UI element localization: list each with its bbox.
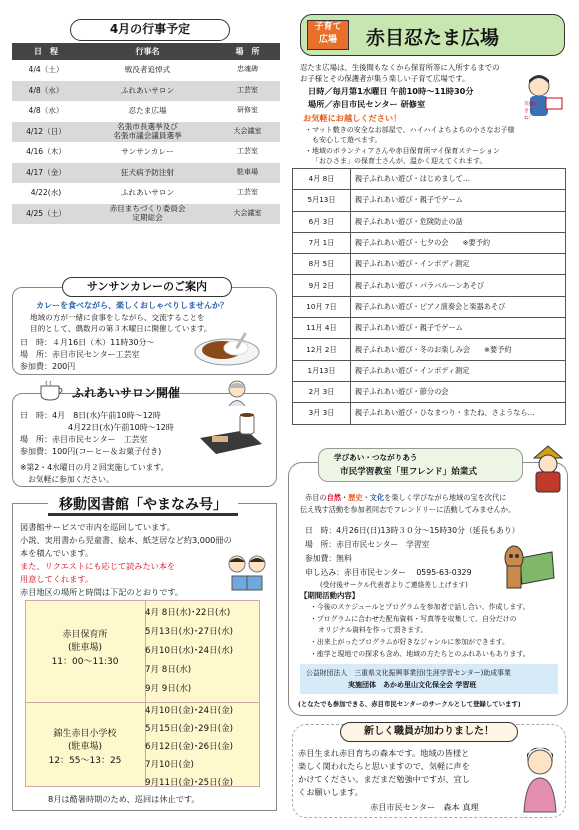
reading-kids-icon: [222, 552, 272, 594]
friend-plan-1: ・今後のスケジュールとプログラムを参加者で話し合い、作成します。: [310, 603, 530, 611]
curry-title: サンサンカレーのご案内: [62, 277, 232, 297]
schedule-date: 8月 5日: [293, 254, 351, 275]
friend-footer: (となたでも参加できる、赤目市民センターのサークルとして登録しています): [298, 700, 521, 708]
events-table-wrap: [12, 43, 280, 224]
schedule-row: [293, 275, 566, 296]
ninja-bullet-1b: も安心して遊べます。: [312, 136, 382, 144]
teacup-icon: [38, 380, 66, 402]
salon-date-1: 日 時：4月 8日(水)午前10時～12時: [20, 411, 161, 420]
events-cell-place: 工芸室: [215, 81, 280, 102]
ninja-schedule: [292, 168, 566, 425]
schedule-activity-cell: [351, 211, 566, 232]
friend-plan-2: ・プログラムに合わせた配布資料・写真等を収集して、自分だけの: [310, 615, 517, 623]
library-p4: また、リクエストにも応じて読みたい本を: [20, 561, 176, 571]
friend-desc-1g: を楽しく学びながら地域の宝を次代に: [384, 493, 507, 502]
schedule-activity: 親子ふれあい遊び・インボディ測定: [355, 365, 470, 375]
library-stop2-date: 6月12日(金)･26日(金): [145, 742, 234, 752]
events-row: [12, 122, 280, 143]
events-row: [12, 60, 280, 81]
library-stop2-date: 5月15日(金)･29日(金): [145, 724, 234, 734]
staff-line-4: くお願いします。: [298, 787, 363, 797]
haniwa-icon: [500, 540, 556, 590]
events-table: [12, 43, 280, 224]
events-cell-date: 4/22(水): [12, 183, 80, 204]
events-header-row: [12, 43, 280, 60]
schedule-row: [293, 318, 566, 339]
schedule-activity: 親子ふれあい遊び・パラバルーンあそび: [355, 280, 485, 290]
friend-desc-1: [305, 493, 506, 503]
schedule-activity: 親子ふれあい遊び・ピアノ演奏会と楽器あそび: [355, 301, 506, 311]
events-body: [12, 60, 280, 224]
ninja-badge: 子育て 広場: [307, 20, 349, 50]
staff-line-2: 楽しく関われたらと思いますので、気軽に声を: [298, 761, 470, 771]
schedule-row: [293, 296, 566, 317]
events-cell-name: サンサンカレー: [80, 142, 215, 163]
schedule-activity: 親子ふれあい遊び・親子でゲーム: [355, 195, 463, 205]
staff-title: 新しく職員が加わりました！: [340, 722, 518, 742]
schedule-date: 4月 8日: [293, 169, 351, 190]
events-cell-date: 4/12（日）: [12, 122, 80, 143]
schedule-activity: 親子ふれあい遊び・インボディ測定: [355, 259, 470, 269]
ninja-where: 場所／赤目市民センター 研修室: [308, 99, 426, 109]
schedule-reservation-note: ※要予約: [462, 238, 491, 248]
schedule-row: [293, 211, 566, 232]
library-stop1-date: 7月 8日(水): [145, 665, 192, 675]
curry-place: 場 所：赤目市民センター工芸室: [20, 350, 140, 359]
schedule-activity-cell: [351, 254, 566, 275]
events-cell-place: 忠魂碑: [215, 60, 280, 81]
events-row: [12, 183, 280, 204]
events-row: [12, 81, 280, 102]
salon-fee: 参加費：100円(コーヒー＆お菓子付き): [20, 447, 162, 456]
library-stop2-date: 9月11日(金)･25日(金): [145, 778, 234, 788]
friend-org-1: 公益財団法人 三重県文化振興事業団(生涯学習センター)助成事業: [306, 669, 511, 677]
ninja-intro-1: 忍たま広場は、生後間もなくから保育所等に入所するまでの: [300, 63, 500, 72]
library-stop1-time: 11：00～11:30: [51, 657, 119, 667]
schedule-date: 12月 2日: [293, 339, 351, 360]
friend-plan-title: 【期間活動内容】: [300, 591, 360, 600]
library-stop2-date: 7月10日(金): [145, 760, 194, 770]
schedule-activity-cell: [351, 169, 566, 190]
events-cell-place: 大会議室: [215, 122, 280, 143]
events-cell-date: 4/16（木）: [12, 142, 80, 163]
events-cell-name: 狂犬病予防注射: [80, 163, 215, 184]
schedule-activity-cell: [351, 190, 566, 211]
schedule-row: [293, 232, 566, 253]
schedule-activity-cell: [351, 381, 566, 402]
schedule-date: 2月 3日: [293, 381, 351, 402]
schedule-row: [293, 254, 566, 275]
library-stop2-date: 4月10日(金)･24日(金): [145, 706, 234, 716]
events-cell-name: 忍たま広場: [80, 101, 215, 122]
events-cell-date: 4/25（土）: [12, 204, 80, 225]
events-cell-date: 4/4（土）: [12, 60, 80, 81]
library-stop1-date: 9月 9日(水): [145, 684, 192, 694]
friend-apply-note: (受付後サークル代表者よりご連絡差し上げます): [320, 581, 468, 589]
friend-sub: 学びあい・つながりあう: [334, 453, 418, 462]
schedule-activity: 親子ふれあい遊び・節分の会: [355, 387, 449, 397]
friend-plan-2b: オリジナル資料を作って頂きます。: [318, 626, 428, 634]
salon-date-2: 4月22日(水)午前10時～12時: [68, 423, 174, 432]
library-stop2-name: 錦生赤目小学校: [53, 729, 117, 739]
curry-plate-icon: [192, 328, 262, 368]
friend-apply: 申し込み：赤目市民センター 0595-63-0329: [305, 568, 472, 577]
schedule-activity-cell: [351, 360, 566, 381]
events-cell-place: 大会議室: [215, 204, 280, 225]
salon-person-icon: [222, 378, 252, 408]
library-p6: 赤目地区の場所と時間は下記のとおりです。: [20, 587, 184, 597]
schedule-activity-cell: [351, 339, 566, 360]
schedule-activity: 親子ふれあい遊び・危険防止の話: [355, 216, 463, 226]
schedule-activity-cell: [351, 318, 566, 339]
schedule-row: [293, 339, 566, 360]
friend-desc-sep1: ・: [340, 493, 349, 502]
library-stop1-date: 4月 8日(水)･22日(水): [145, 608, 231, 618]
friend-desc-nature: 自然: [326, 493, 341, 502]
library-p1: 図書館サービスで市内を巡回しています。: [20, 522, 175, 532]
friend-plan-4: ・座学と現地での探求も含め、地域の方たちとのふれあいもあります。: [310, 650, 530, 658]
library-title: 移動図書館「やまなみ号」: [48, 494, 238, 516]
friend-org-2: 実施団体 あかめ里山文化保全会 学習班: [348, 681, 477, 689]
library-stop1-date: 6月10日(水)･24日(水): [145, 646, 234, 656]
friend-desc-history: 歴史: [348, 493, 363, 502]
curry-date: 日 時：４月16日（木）11時30分～: [20, 338, 155, 347]
library-stop2-sub: (駐車場): [67, 742, 103, 752]
ninja-title: 赤目忍たま広場: [366, 27, 500, 49]
library-stop1-date: 5月13日(水)･27日(水): [145, 627, 234, 637]
schedule-activity: 親子ふれあい遊び・ひなまつり・またね、さようなら…: [355, 408, 535, 418]
friend-desc-1a: 赤目の: [305, 493, 327, 502]
events-cell-date: 4/8（水）: [12, 81, 80, 102]
ninja-when: 日時／毎月第1水曜日 午前10時～11時30分: [308, 86, 474, 96]
events-row: [12, 163, 280, 184]
schedule-row: [293, 360, 566, 381]
salon-note-1: ※第2・4水曜日の月２回実施しています。: [20, 463, 169, 472]
schedule-activity-cell: [351, 403, 566, 424]
library-p3: 本を積んでいます。: [20, 548, 94, 558]
schedule-activity-cell: [351, 296, 566, 317]
events-cell-date: 4/17（金）: [12, 163, 80, 184]
events-header-place: 場 所: [215, 43, 280, 60]
events-cell-date: 4/8（水）: [12, 101, 80, 122]
events-header-date: 日 程: [12, 43, 80, 60]
staff-line-1: 赤目生まれ赤目育ちの森本です。地域の皆様と: [298, 748, 470, 758]
schedule-row: [293, 381, 566, 402]
schedule-activity: 親子ふれあい遊び・七夕の会: [355, 238, 449, 248]
friend-fee: 参加費：無料: [305, 554, 352, 563]
events-cell-place: 研修室: [215, 101, 280, 122]
coffee-tray-icon: [196, 408, 266, 456]
schedule-date: 1月13日: [293, 360, 351, 381]
events-cell-name: ふれあいサロン: [80, 81, 215, 102]
schedule-date: 10月 7日: [293, 296, 351, 317]
samurai-icon: [528, 444, 568, 496]
ninja-sign: 笑顔にきてね！: [524, 102, 539, 121]
library-stop2-time: 12：55～13：25: [48, 756, 122, 766]
friend-plan-3: ・出来上がったプログラムが好きなジャンルに参加ができます。: [310, 638, 509, 646]
friend-place: 場 所：赤目市民センター 学習室: [305, 540, 430, 549]
friend-desc-2: 伝え残す活動を参加者同志でフレンドリーに活動してみませんか。: [300, 505, 516, 514]
friend-desc-culture: 文化: [369, 493, 385, 502]
library-p2: 小説、実用書から児童書、絵本、紙芝居など約3,000冊の: [20, 535, 232, 545]
events-cell-place: 工芸室: [215, 142, 280, 163]
library-divider: [26, 702, 259, 703]
events-title: 4月の行事予定: [70, 19, 230, 41]
salon-title: ふれあいサロン開催: [72, 386, 181, 400]
schedule-row: [293, 190, 566, 211]
ninja-bullet-2: ・地域のボランティアさんや赤目保育所マイ保育ステーション: [305, 147, 500, 155]
events-row: [12, 142, 280, 163]
library-p5: 用意してくれます。: [20, 574, 94, 584]
schedule-activity: 親子ふれあい遊び・親子でゲーム: [355, 323, 463, 333]
ninja-bullet-1: ・マット敷きの安全なお部屋で、ハイハイよちよちの小さなお子様: [305, 126, 515, 134]
salon-place: 場 所：赤目市民センター 工芸室: [20, 435, 148, 444]
schedule-date: 7月 1日: [293, 232, 351, 253]
schedule-activity-cell: [351, 232, 566, 253]
friend-desc-sep2: ・: [362, 493, 370, 502]
library-note: 8月は酷暑時期のため、巡回は休止です。: [48, 794, 200, 804]
schedule-reservation-note: ※要予約: [484, 344, 512, 354]
events-row: [12, 204, 280, 225]
friend-date: 日 時：4月26日(日)13時３０分～15時30分（延長もあり）: [305, 526, 520, 535]
events-cell-name: 戦没者追悼式: [80, 60, 215, 81]
events-header-name: 行事名: [80, 43, 215, 60]
events-cell-name: ふれあいサロン: [80, 183, 215, 204]
schedule-activity-cell: [351, 275, 566, 296]
ninja-bullet-2b: 「おひさま」の保育士さんが、温かく迎えてくれます。: [312, 157, 487, 165]
library-stop1-sub: (駐車場): [67, 643, 103, 653]
friend-title: 市民学習教室「里フレンド」始業式: [340, 467, 477, 477]
schedule-activity: 親子ふれあい遊び・はじめまして…: [355, 174, 471, 184]
library-stop1-name: 赤目保育所: [62, 630, 108, 640]
salon-note-2: お気軽に参加ください。: [28, 475, 114, 484]
ninja-cta: お気軽にお越しください！: [303, 113, 402, 123]
curry-fee: 参加費：200円: [20, 362, 76, 371]
ninja-schedule-wrap: [292, 168, 566, 425]
staff-sign: 赤目市民センター 森本 真理: [370, 802, 479, 812]
schedule-date: 3月 3日: [293, 403, 351, 424]
schedule-date: 5月13日: [293, 190, 351, 211]
staff-line-3: かけてください。まだまだ勉強中ですが、宜し: [298, 774, 470, 784]
schedule-date: 11月 4日: [293, 318, 351, 339]
schedule-date: 6月 3日: [293, 211, 351, 232]
curry-body-1: 地域の方が一緒に食事をしながら、交流することを: [30, 313, 205, 322]
schedule-row: [293, 403, 566, 424]
ninja-intro-2: お子様とその保護者が集う楽しい子育て広場です。: [300, 74, 470, 83]
schedule-activity: 親子ふれあい遊び・冬のお楽しみ会: [355, 344, 471, 354]
events-cell-name: 赤目まちづくり委員会 定期総会: [80, 204, 215, 225]
events-cell-place: 工芸室: [215, 183, 280, 204]
curry-lead: カレーを食べながら、楽しくおしゃべりしませんか？: [36, 301, 228, 310]
schedule-date: 9月 2日: [293, 275, 351, 296]
events-cell-name: 名張市長選挙及び 名張市議会議員選挙: [80, 122, 215, 143]
events-row: [12, 101, 280, 122]
curry-body-2: 目的として、偶数月の第３木曜日に開催しています。: [30, 324, 212, 333]
staff-person-icon: [516, 744, 564, 814]
events-cell-place: 駐車場: [215, 163, 280, 184]
schedule-row: [293, 169, 566, 190]
